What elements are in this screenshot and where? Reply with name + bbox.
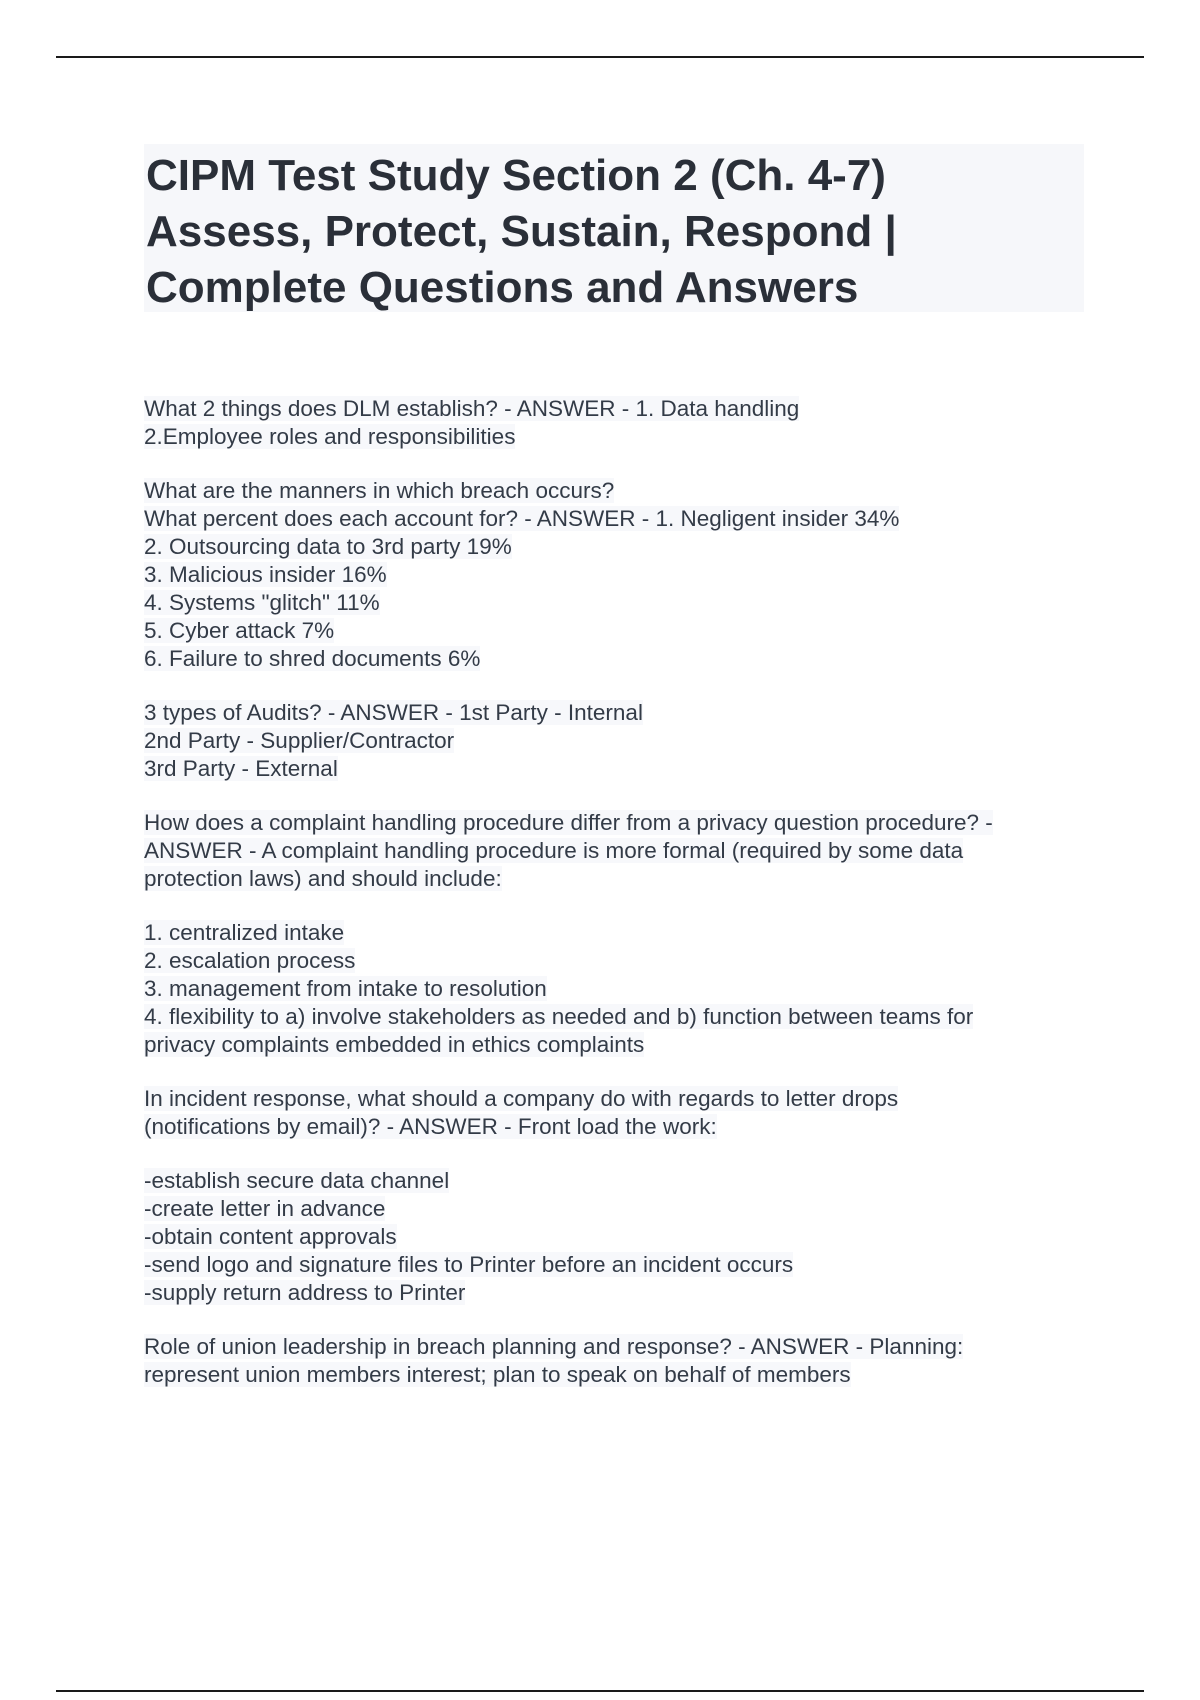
qa-line: What percent does each account for? - ANSWER - 1. Negligent insider 34% (144, 506, 900, 531)
list-item: 2. escalation process (144, 948, 356, 973)
qa-line: How does a complaint handling procedure differ from a privacy question procedure? - (144, 810, 993, 835)
qa-line: 5. Cyber attack 7% (144, 618, 335, 643)
list-item: -supply return address to Printer (144, 1280, 466, 1305)
top-rule (56, 56, 1144, 58)
qa-line: In incident response, what should a company do with regards to letter drops (144, 1086, 899, 1111)
qa-line: 2.Employee roles and responsibilities (144, 424, 516, 449)
list-item: -establish secure data channel (144, 1168, 450, 1193)
qa-line: 2nd Party - Supplier/Contractor (144, 728, 455, 753)
list-item: 1. centralized intake (144, 920, 345, 945)
qa-line: What are the manners in which breach occurs? (144, 478, 615, 503)
bottom-rule (56, 1690, 1144, 1692)
qa-block-complaint (144, 809, 1094, 1059)
qa-block-letter-drops (144, 1085, 1094, 1307)
qa-line: 3 types of Audits? - ANSWER - 1st Party - Internal (144, 700, 643, 725)
qa-line: represent union members interest; plan to speak on behalf of members (144, 1362, 851, 1387)
list-item: -obtain content approvals (144, 1224, 397, 1249)
list-item: -send logo and signature files to Printer before an incident occurs (144, 1252, 794, 1277)
list-item: -create letter in advance (144, 1196, 386, 1221)
qa-block-union (144, 1333, 1094, 1389)
qa-line: Role of union leadership in breach planning and response? - ANSWER - Planning: (144, 1334, 964, 1359)
qa-block-breach (144, 477, 1094, 673)
paragraph-gap (144, 1141, 1094, 1167)
list-item: 3. management from intake to resolution (144, 976, 547, 1001)
qa-line: 2. Outsourcing data to 3rd party 19% (144, 534, 512, 559)
qa-block-audits (144, 699, 1094, 783)
list-item: privacy complaints embedded in ethics complaints (144, 1032, 645, 1057)
title-line-2: Assess, Protect, Sustain, Respond | (146, 207, 897, 256)
qa-line: 3rd Party - External (144, 756, 338, 781)
qa-line: protection laws) and should include: (144, 866, 502, 891)
qa-line: What 2 things does DLM establish? - ANSWER - 1. Data handling (144, 396, 800, 421)
qa-line: 6. Failure to shred documents 6% (144, 646, 481, 671)
qa-block-dlm (144, 395, 1094, 451)
title-line-3: Complete Questions and Answers (146, 263, 859, 312)
paragraph-gap (144, 893, 1094, 919)
qa-content (144, 395, 1094, 1415)
qa-line: 3. Malicious insider 16% (144, 562, 387, 587)
qa-line: ANSWER - A complaint handling procedure is more formal (required by some data (144, 838, 964, 863)
qa-line: (notifications by email)? - ANSWER - Front load the work: (144, 1114, 717, 1139)
title-line-1: CIPM Test Study Section 2 (Ch. 4-7) (146, 151, 886, 200)
qa-line: 4. Systems "glitch" 11% (144, 590, 380, 615)
document-title (144, 144, 1084, 312)
list-item: 4. flexibility to a) involve stakeholders as needed and b) function between teams for (144, 1004, 974, 1029)
